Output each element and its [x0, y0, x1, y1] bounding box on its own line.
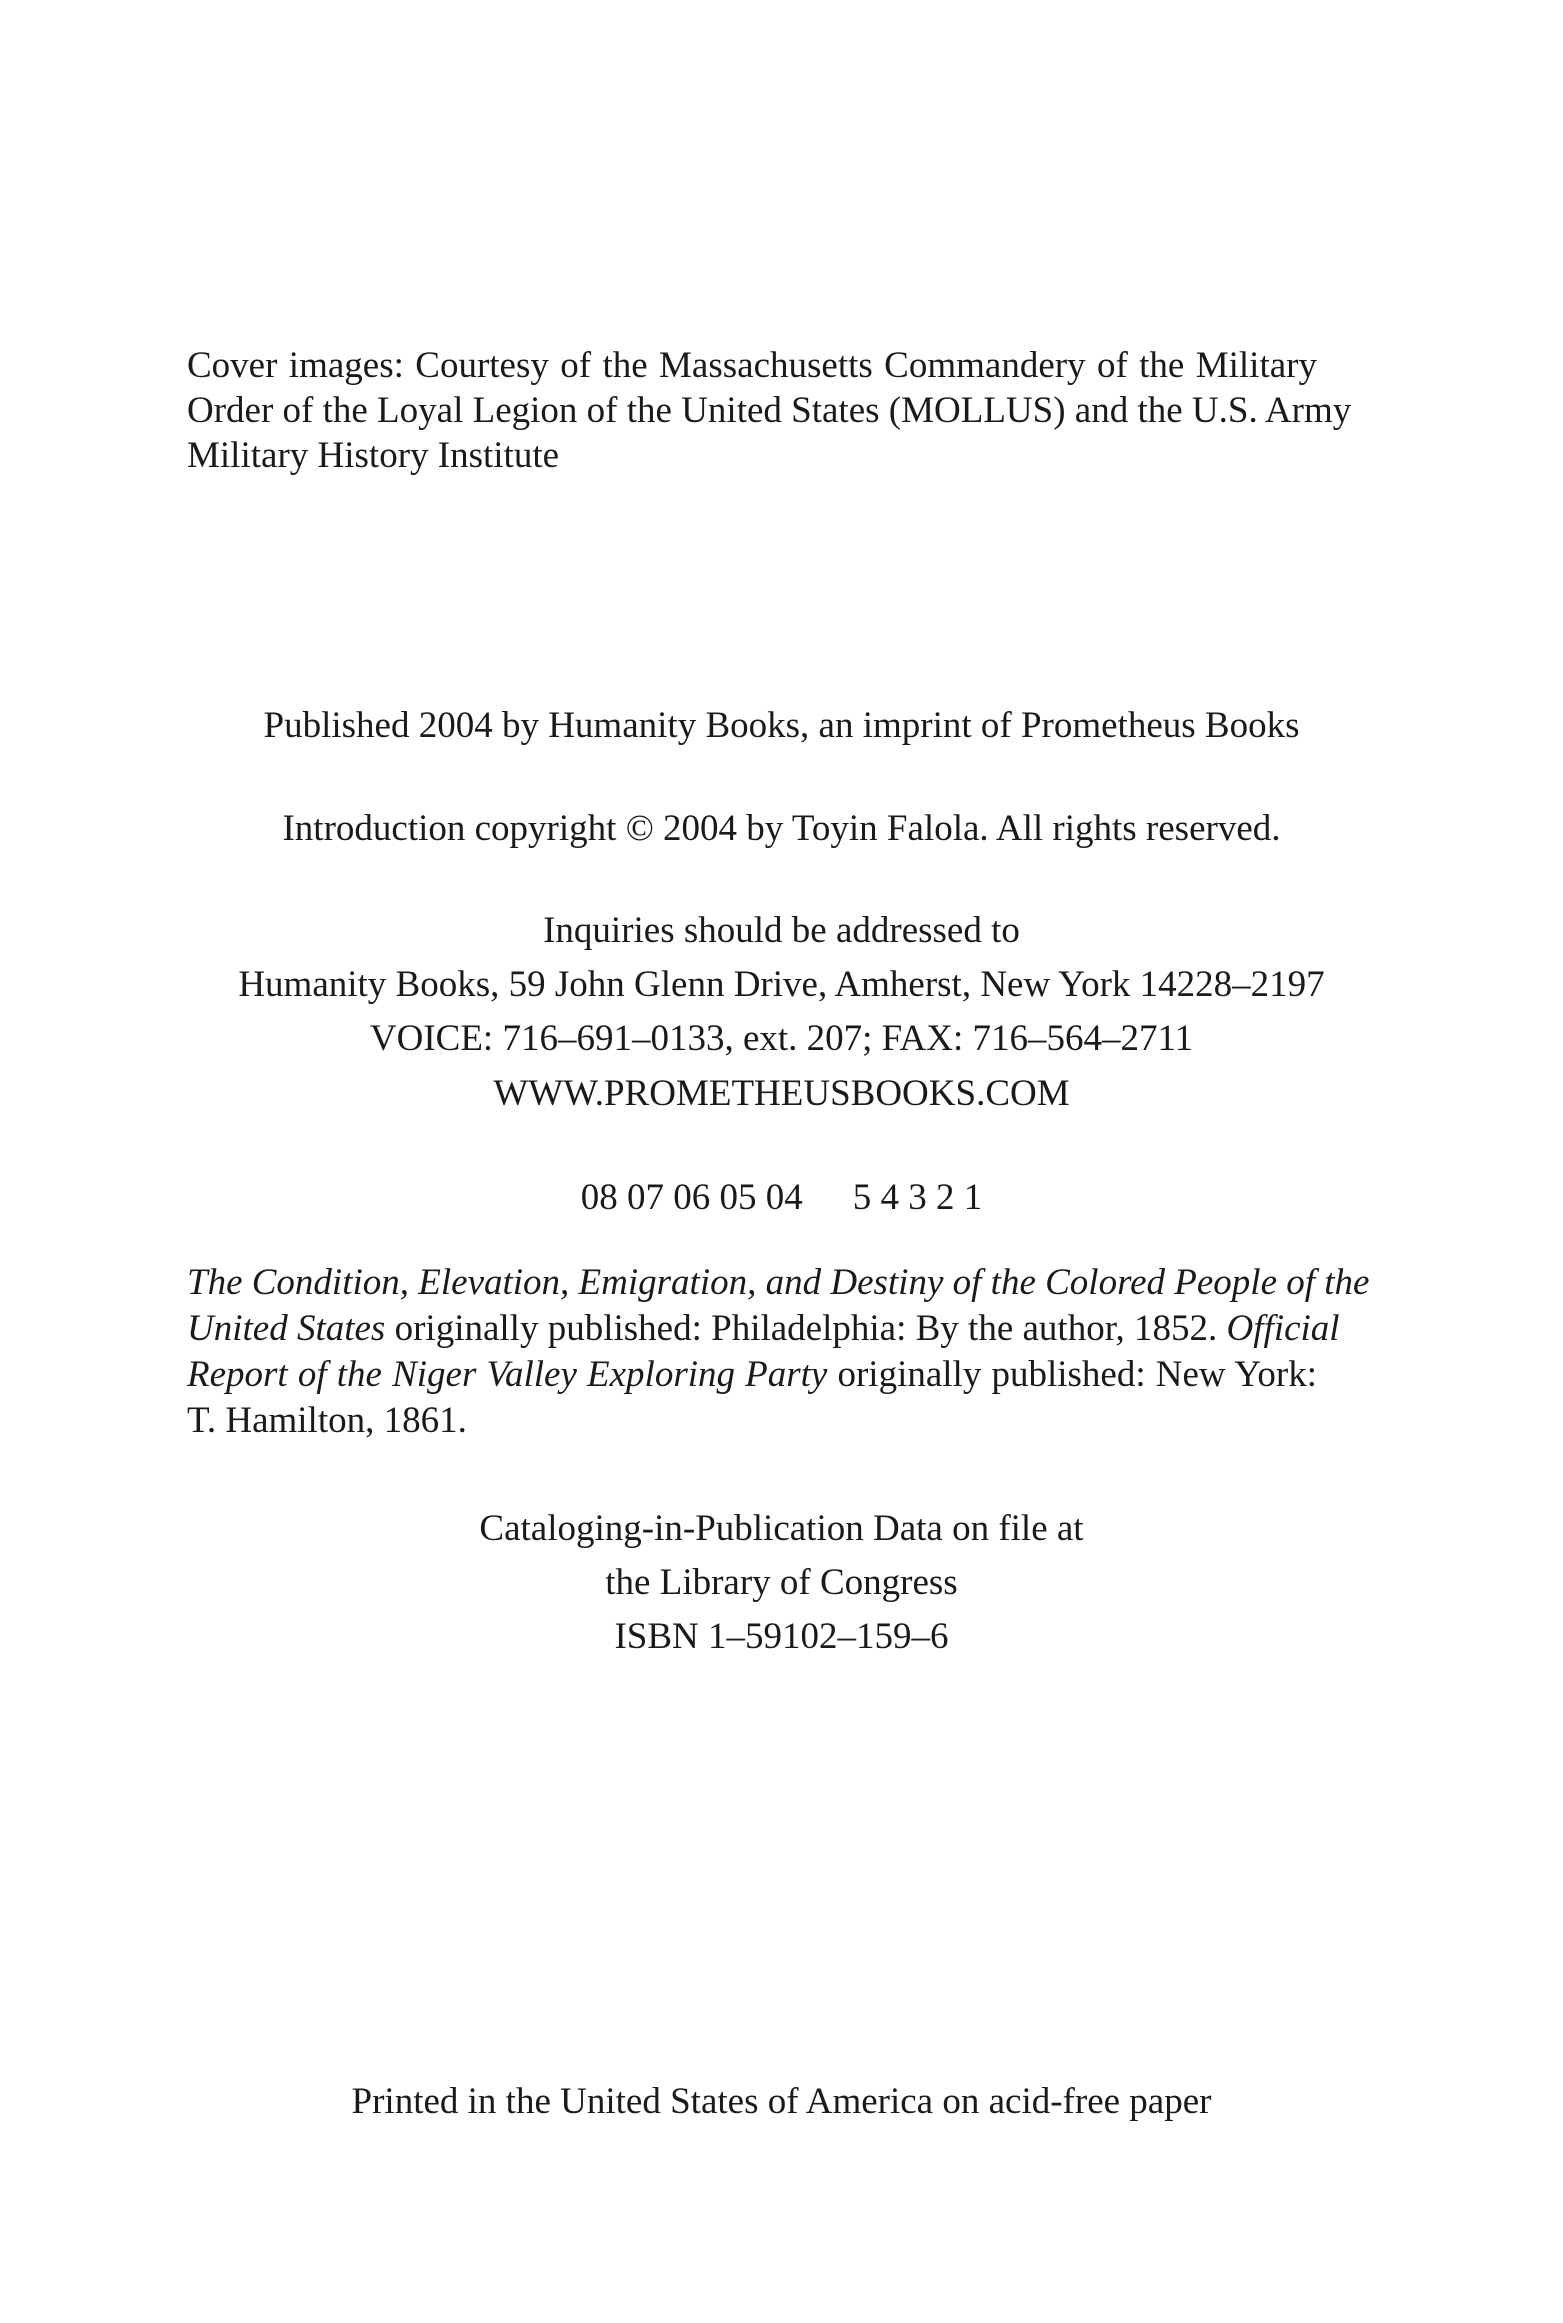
publisher-website: WWW.PROMETHEUSBOOKS.COM: [493, 1073, 1070, 1114]
printed-line: Printed in the United States of America on acid-free paper: [351, 2081, 1212, 2122]
print-line: [0, 1175, 1563, 1220]
original-publication-line-2: [187, 1306, 1340, 1352]
inquiries-heading: Inquiries should be addressed to: [543, 910, 1020, 951]
book-title-1-end: United States: [187, 1308, 386, 1349]
print-impressions: 5 4 3 2 1: [852, 1177, 983, 1218]
original-publication: [187, 1260, 1370, 1444]
cover-credit: [187, 343, 1352, 478]
cover-credit-line-2: Order of the Loyal Legion of the United States (MOLLUS) and the U.S. Army: [187, 390, 1352, 431]
cover-credit-line-1: Cover images: Courtesy of the Massachusetts Commandery of the Military: [187, 345, 1317, 386]
original-publication-line-1: [187, 1260, 1370, 1306]
publisher-phone: VOICE: 716–691–0133, ext. 207; FAX: 716–564–2711: [369, 1018, 1194, 1059]
book-title-1: The Condition, Elevation, Emigration, and Destiny of the Colored People of the: [187, 1262, 1370, 1303]
cip-line-1: Cataloging-in-Publication Data on file at: [479, 1508, 1084, 1549]
cip-line-2: the Library of Congress: [605, 1562, 958, 1603]
isbn: ISBN 1–59102–159–6: [614, 1616, 949, 1657]
print-years: 08 07 06 05 04: [580, 1177, 803, 1218]
publisher-address: Humanity Books, 59 John Glenn Drive, Amherst, New York 14228–2197: [238, 964, 1325, 1005]
original-publication-text-2: originally published: New York:: [827, 1354, 1317, 1395]
copyright-line: Introduction copyright © 2004 by Toyin Falola. All rights reserved.: [282, 808, 1281, 849]
book-title-2: Report of the Niger Valley Exploring Party: [187, 1354, 828, 1395]
publisher-line: Published 2004 by Humanity Books, an imprint of Prometheus Books: [263, 705, 1300, 746]
original-publication-line-4: T. Hamilton, 1861.: [187, 1400, 467, 1441]
book-title-2-start: Official: [1226, 1308, 1340, 1349]
original-publication-text-1: originally published: Philadelphia: By the author, 1852.: [385, 1308, 1227, 1349]
cover-credit-line-3: Military History Institute: [187, 435, 560, 476]
original-publication-line-3: [187, 1352, 1317, 1398]
